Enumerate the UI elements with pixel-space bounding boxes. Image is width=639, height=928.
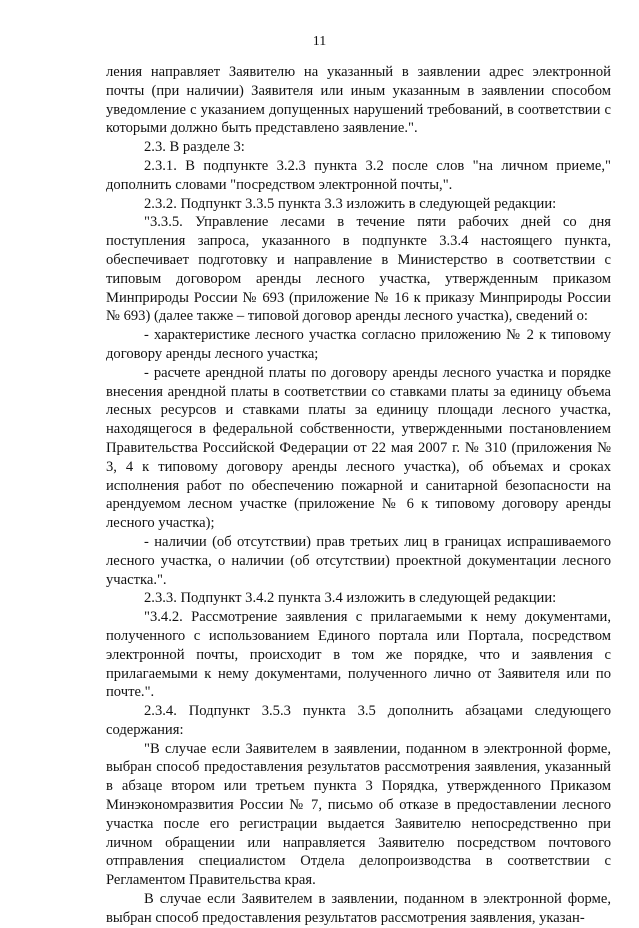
paragraph: В случае если Заявителем в заявлении, поданном в электронной форме, выбран способ предоставления результатов рассмотрения заявления, указан- [106, 891, 611, 926]
paragraph: 2.3.3. Подпункт 3.4.2 пункта 3.4 изложить в следующей редакции: [144, 590, 557, 607]
paragraph: "3.3.5. Управление лесами в течение пяти рабочих дней со дня поступления запроса, указанного в подпункте 3.3.4 настоящего пункта, обеспечивает подготовку и направление в Министерство в соответствии с типовым договором аренды лесного участка, утвержденным приказом Минприроды России № 693 (приложение № 16 к приказу Минприроды России № 693) (далее также – типовой договор аренды лесного участка), сведений о: [106, 214, 611, 325]
paragraph: 2.3. В разделе 3: [144, 139, 245, 156]
paragraph: ления направляет Заявителю на указанный в заявлении адрес электронной почты (при наличии) Заявителя или иным указанным в заявлении способом уведомление с указанием допущенных нарушений требований, в соответствии с которыми должно быть представлено заявление.". [106, 64, 611, 137]
paragraph: "В случае если Заявителем в заявлении, поданном в электронной форме, выбран способ предоставления результатов рассмотрения заявления, указанный в абзаце втором или третьем пункта 3 Порядка, утвержденного Приказом Минэкономразвития России № 7, письмо об отказе в предоставлении лесного участка после его регистрации выдается Заявителю непосредственно при личном обращении или направляется Заявителю посредством почтового отправления специалистом Отдела делопроизводства в соответствии с Регламентом Правительства края. [106, 740, 611, 889]
paragraph: - характеристике лесного участка согласно приложению № 2 к типовому договору аренды лесного участка; [106, 327, 611, 362]
paragraph: "3.4.2. Рассмотрение заявления с прилагаемыми к нему документами, полученного с использованием Единого портала или Портала, посредством электронной почты, происходит в том же порядке, что и заявления с прилагаемыми к нему документами, полученного лично от Заявителя или по почте.". [106, 609, 611, 701]
paragraph: 2.3.4. Подпункт 3.5.3 пункта 3.5 дополнить абзацами следующего содержания: [106, 703, 611, 738]
document-body [106, 63, 611, 928]
page-number: 11 [312, 34, 327, 49]
paragraph: - расчете арендной платы по договору аренды лесного участка и порядке внесения арендной платы в соответствии со ставками платы за единицу объема лесных ресурсов и ставками платы за единицу площади лесного участка, находящегося в федеральной собственности, утвержденными постановлением Правительства Российской Федерации от 22 мая 2007 г. № 310 (приложения № 3, 4 к типовому договору аренды лесного участка), об объемах и сроках исполнения работ по обеспечению пожарной и санитарной безопасности на арендуемом лесном участке (приложение № 6 к типовому договору аренды лесного участка); [106, 364, 611, 532]
paragraph: 2.3.2. Подпункт 3.3.5 пункта 3.3 изложить в следующей редакции: [144, 195, 557, 212]
paragraph: 2.3.1. В подпункте 3.2.3 пункта 3.2 после слов "на личном приеме," дополнить словами "посредством электронной почты,". [106, 157, 611, 193]
paragraph: - наличии (об отсутствии) прав третьих лиц в границах испрашиваемого лесного участка, о наличии (об отсутствии) проектной документации лесного участка.". [106, 533, 611, 588]
